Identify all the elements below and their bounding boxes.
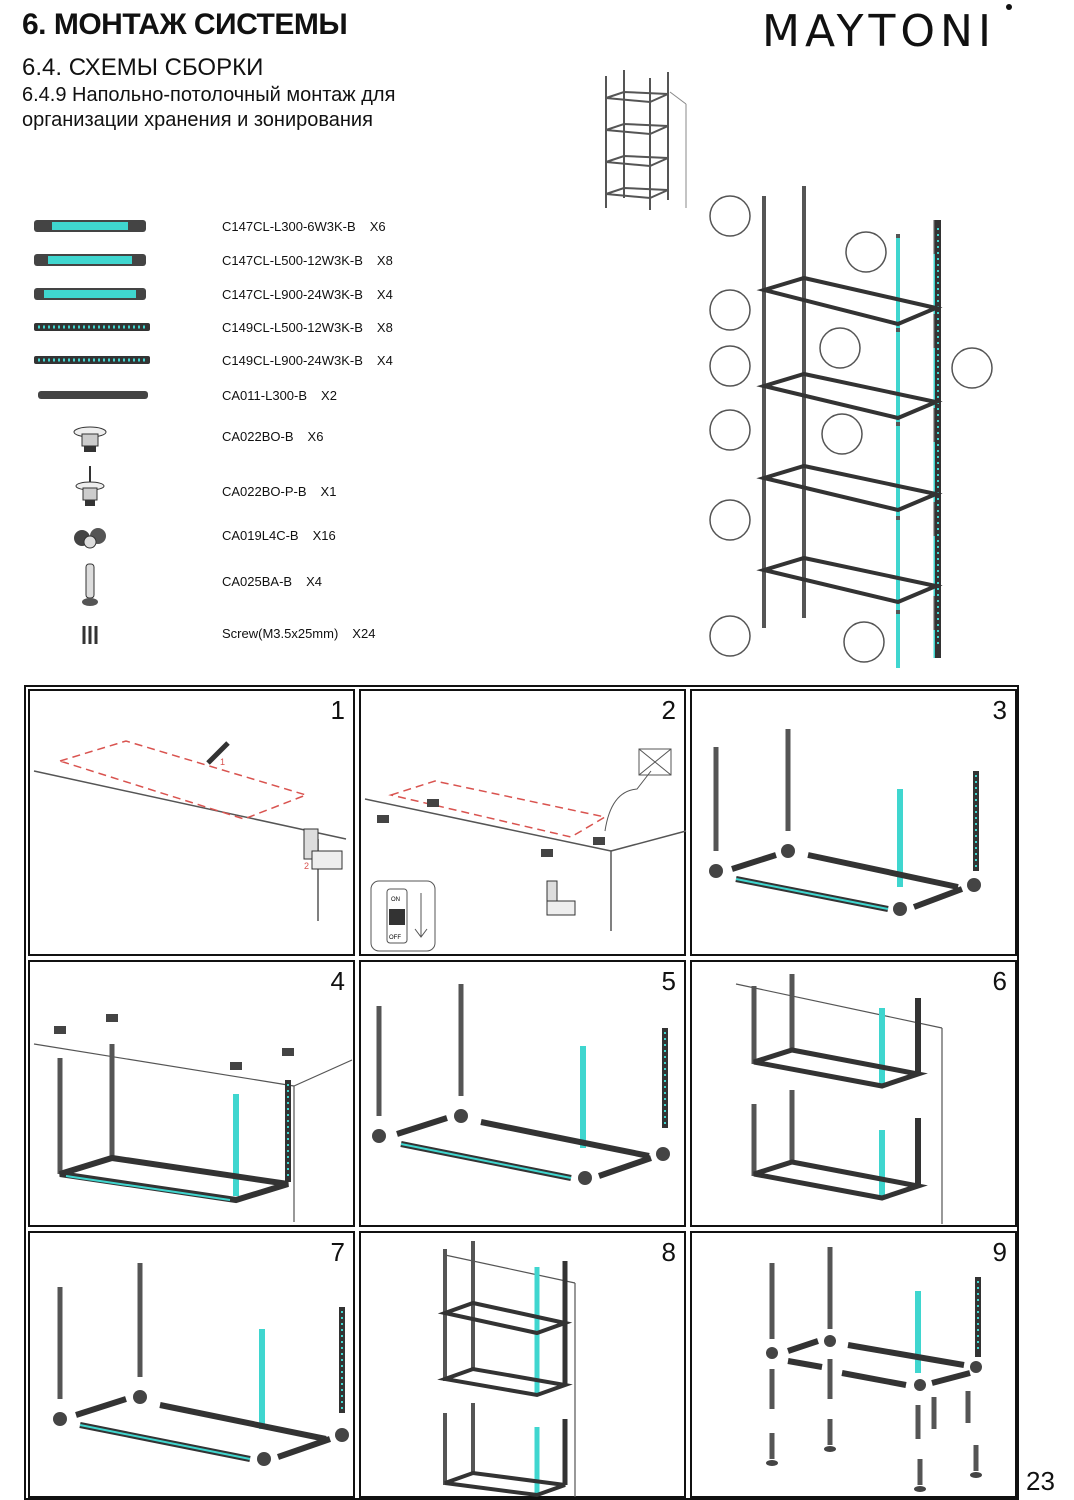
step-5-panel — [359, 960, 686, 1227]
part-code: C147CL-L500-12W3K-B — [222, 253, 363, 268]
part-code: C147CL-L300-6W3K-B — [222, 219, 356, 234]
step-number: 9 — [992, 1237, 1007, 1267]
part-code: Screw(M3.5x25mm) — [222, 626, 339, 641]
drill-icon — [304, 829, 342, 869]
step-1-illustration — [30, 691, 357, 958]
step-8-illustration — [361, 1233, 688, 1500]
ceiling-mount-icon — [377, 799, 605, 857]
page-number: 23 — [1026, 1466, 1055, 1496]
step-4-illustration — [30, 962, 357, 1229]
step-3-panel — [690, 689, 1017, 956]
step-7-panel — [28, 1231, 355, 1498]
part-qty: X4 — [306, 574, 322, 589]
mini-shelf-preview-illustration — [606, 70, 686, 210]
marker-2: 2 — [304, 861, 310, 871]
part-code: CA025BA-B — [222, 574, 293, 589]
switch-on-label: ON — [391, 897, 400, 903]
assembly-steps-grid — [24, 685, 1019, 1500]
step-1-panel — [28, 689, 355, 956]
step-8-panel — [359, 1231, 686, 1498]
ceiling-mount-icon — [30, 424, 150, 456]
screws-icon — [30, 624, 150, 646]
part-qty: X2 — [321, 388, 337, 403]
four-way-connector-icon — [30, 524, 150, 552]
ceiling-mount-power-icon — [30, 466, 150, 510]
part-qty: X16 — [312, 528, 336, 543]
part-qty: X6 — [369, 219, 386, 234]
step-6-illustration — [692, 962, 1019, 1229]
step-4-panel — [28, 960, 355, 1227]
brand-logo: MAYTONI — [762, 6, 996, 57]
power-switch-icon — [371, 881, 435, 951]
part-code: CA022BO-P-B — [222, 484, 307, 499]
parts-list — [0, 200, 560, 660]
step-number: 5 — [661, 966, 676, 996]
step-2-panel — [359, 689, 686, 956]
part-qty: X8 — [376, 320, 393, 335]
part-qty: X24 — [352, 626, 376, 641]
step-number: 6 — [992, 966, 1007, 996]
step-6-panel — [690, 960, 1017, 1227]
step-9-panel — [690, 1231, 1017, 1498]
cyan-led-bar-icon — [30, 252, 150, 268]
dotted-led-bar-icon — [30, 354, 154, 366]
part-code: C149CL-L500-12W3K-B — [222, 320, 363, 335]
part-code: CA022BO-B — [222, 429, 294, 444]
step-number: 1 — [330, 695, 345, 725]
part-qty: X4 — [376, 353, 393, 368]
part-qty: X4 — [376, 287, 393, 302]
step-7-illustration — [30, 1233, 357, 1500]
junction-box-icon — [639, 749, 671, 775]
brand-logo-dot — [1006, 4, 1012, 10]
part-qty: X8 — [376, 253, 393, 268]
part-code: C147CL-L900-24W3K-B — [222, 287, 363, 302]
drill-icon — [547, 881, 575, 915]
step-9-illustration — [692, 1233, 1019, 1500]
floor-foot-icon — [30, 562, 150, 610]
step-number: 7 — [330, 1237, 345, 1267]
subsection-title: 6.4. СХЕМЫ СБОРКИ — [22, 54, 264, 81]
step-2-illustration — [361, 691, 688, 958]
cyan-led-bar-icon — [30, 218, 150, 234]
step-3-illustration — [692, 691, 1019, 958]
marker-1: 1 — [220, 757, 226, 767]
part-qty: X6 — [307, 429, 324, 444]
part-code: CA019L4C-B — [222, 528, 299, 543]
switch-off-label: OFF — [389, 935, 401, 941]
part-code: C149CL-L900-24W3K-B — [222, 353, 363, 368]
subsubsection-title: 6.4.9 Напольно-потолочный монтаж для организации хранения и зонирования — [22, 84, 396, 131]
section-title: 6. МОНТАЖ СИСТЕМЫ — [22, 8, 348, 41]
step-number: 3 — [992, 695, 1007, 725]
dotted-led-bar-icon — [30, 321, 154, 333]
cyan-led-bar-icon — [30, 286, 150, 302]
step-number: 8 — [661, 1237, 676, 1267]
part-qty: X1 — [320, 484, 337, 499]
plain-rod-icon — [30, 389, 154, 401]
assembled-shelf-illustration — [590, 68, 1010, 678]
step-number: 4 — [330, 966, 345, 996]
part-code: CA011-L300-B — [222, 388, 308, 403]
step-number: 2 — [661, 695, 676, 725]
step-5-illustration — [361, 962, 688, 1229]
